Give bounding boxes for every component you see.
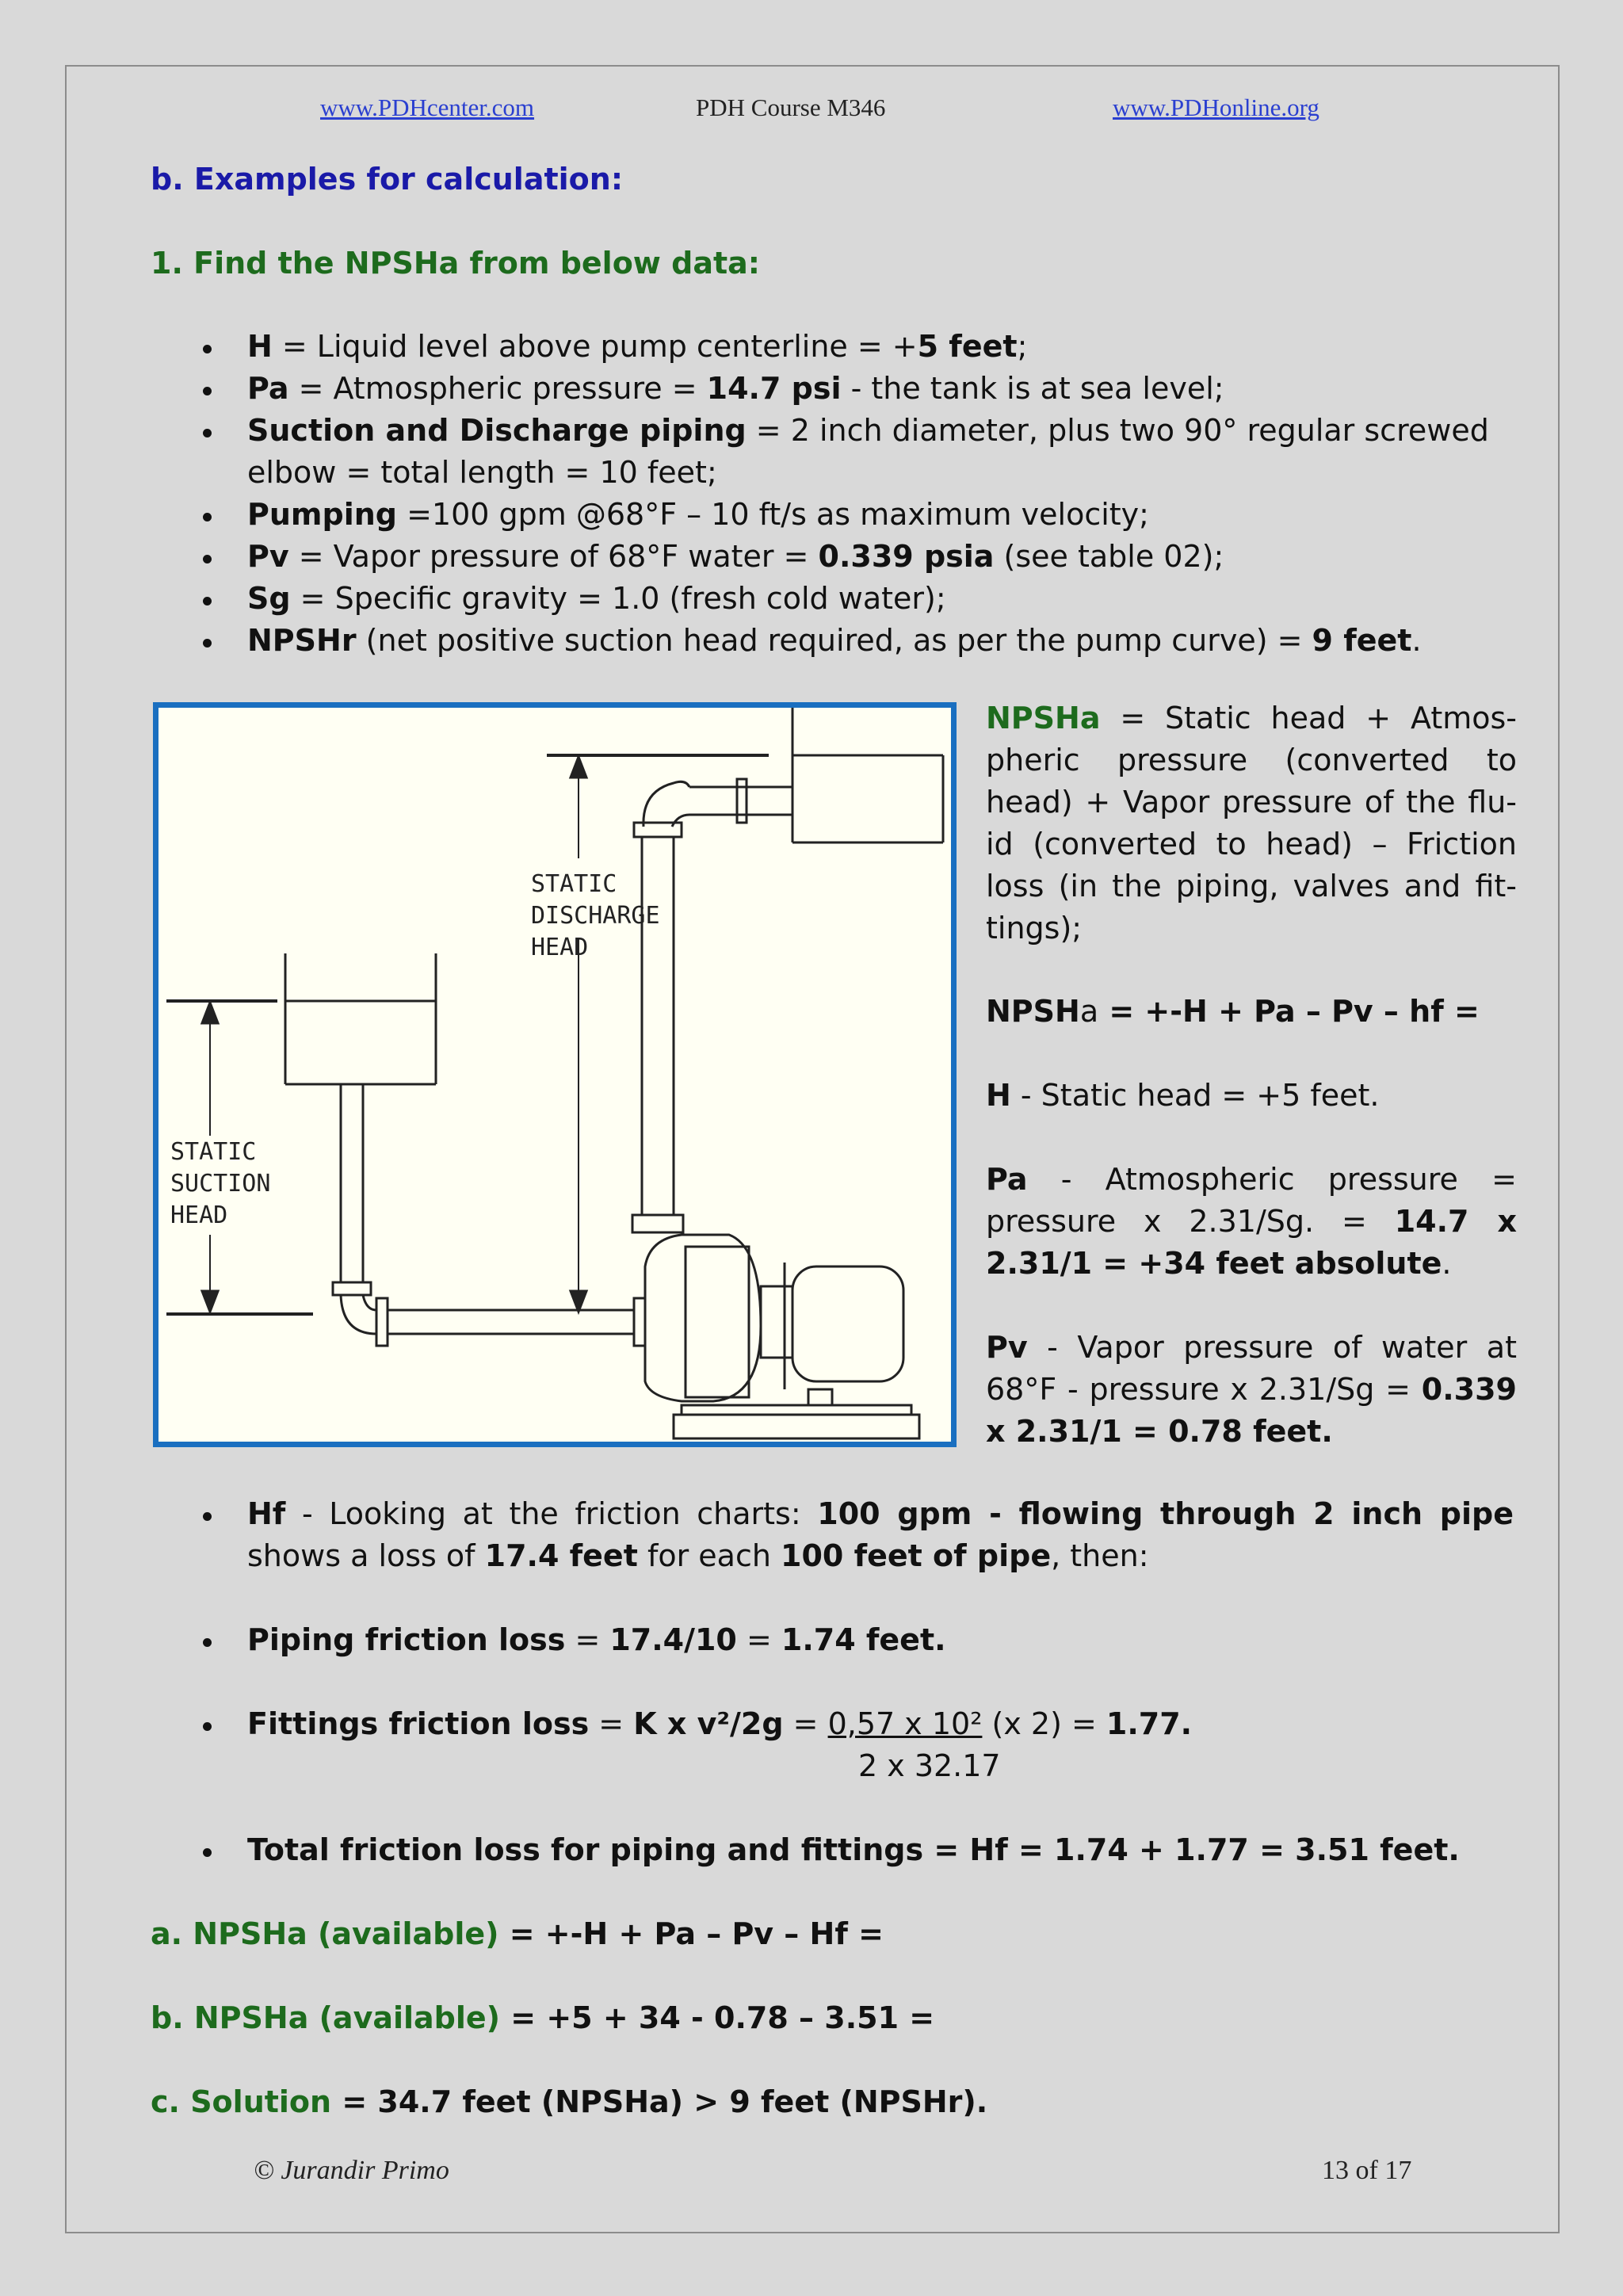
page-number: 13 of 17 — [1322, 2156, 1412, 2185]
suction-tank — [285, 953, 436, 1084]
header-right-link[interactable]: www.PDHonline.org — [1113, 94, 1319, 121]
friction-list — [198, 1493, 1514, 1577]
label-static-suction-1: STATIC — [170, 1138, 257, 1166]
header-left-link[interactable]: www.PDHcenter.com — [320, 94, 535, 121]
data-list — [198, 326, 1506, 662]
footer-copyright: © Jurandir Primo — [254, 2156, 449, 2185]
list-item: Suction and Discharge piping = 2 inch diameter, plus two 90° regular screwed elbow = total length = 10 feet; — [198, 410, 1506, 494]
list-item: Hf - Looking at the friction charts: 100 gpm - flowing through 2 inch pipe shows a loss of 17.4 feet for each 100 feet of pipe, then: — [198, 1493, 1514, 1577]
list-item: Pumping =100 gpm @68°F – 10 ft/s as maximum velocity; — [198, 494, 1506, 536]
npsha-formula: NPSHa = +-H + Pa – Pv – hf = — [986, 994, 1480, 1029]
piping-loss — [198, 1619, 1514, 1661]
step-b: b. NPSHa (available) = +5 + 34 - 0.78 – 3.51 = — [151, 2000, 935, 2035]
discharge-head-arrow — [571, 757, 586, 1312]
label-static-discharge-3: HEAD — [531, 934, 589, 961]
suction-pipe — [333, 1084, 645, 1346]
total-friction — [198, 1829, 1514, 1871]
discharge-tank — [792, 708, 943, 842]
list-item: NPSHr (net positive suction head required, as per the pump curve) = 9 feet. — [198, 620, 1506, 662]
list-item: Piping friction loss = 17.4/10 = 1.74 feet. — [198, 1619, 1514, 1661]
pump — [645, 1235, 919, 1438]
step-a: a. NPSHa (available) = +-H + Pa – Pv – Hf = — [151, 1916, 884, 1951]
header-course: PDH Course M346 — [696, 94, 886, 121]
fittings-loss — [198, 1703, 1514, 1745]
list-item: H = Liquid level above pump centerline = +5 feet; — [198, 326, 1506, 368]
fittings-denominator: 2 x 32.17 — [858, 1748, 1001, 1783]
label-static-discharge-1: STATIC — [531, 870, 617, 898]
example-title: 1. Find the NPSHa from below data: — [151, 246, 760, 281]
list-item: Pv = Vapor pressure of 68°F water = 0.339 psia (see table 02); — [198, 536, 1506, 578]
static-head: H - Static head = +5 feet. — [986, 1078, 1380, 1113]
step-c-solution: c. Solution = 34.7 feet (NPSHa) > 9 feet (NPSHr). — [151, 2084, 988, 2119]
list-item: Total friction loss for piping and fittings = Hf = 1.74 + 1.77 = 3.51 feet. — [198, 1829, 1514, 1871]
list-item: Fittings friction loss = K x v²/2g = 0,57 x 10² (x 2) = 1.77. — [198, 1703, 1514, 1745]
vapor-pressure: Pv - Vapor pressure of water at 68°F - pressure x 2.31/Sg = 0.339 x 2.31/1 = 0.78 feet. — [986, 1330, 1517, 1449]
npsha-definition: NPSHa = Static head + Atmos-pheric pressure (converted to head) + Vapor pressure of the flu-id (converted to head) – Friction loss (in the piping, valves and fit-tings); — [986, 701, 1517, 946]
label-static-suction-2: SUCTION — [170, 1170, 271, 1198]
pump-diagram — [153, 702, 957, 1447]
label-static-discharge-2: DISCHARGE — [531, 902, 660, 930]
section-title: b. Examples for calculation: — [151, 162, 624, 197]
list-item: Sg = Specific gravity = 1.0 (fresh cold water); — [198, 578, 1506, 620]
list-item: Pa = Atmospheric pressure = 14.7 psi - the tank is at sea level; — [198, 368, 1506, 410]
discharge-pipe — [632, 779, 792, 1232]
atmospheric-pressure: Pa - Atmospheric pressure = pressure x 2.31/Sg. = 14.7 x 2.31/1 = +34 feet absolute. — [986, 1162, 1517, 1281]
label-static-suction-3: HEAD — [170, 1201, 228, 1229]
